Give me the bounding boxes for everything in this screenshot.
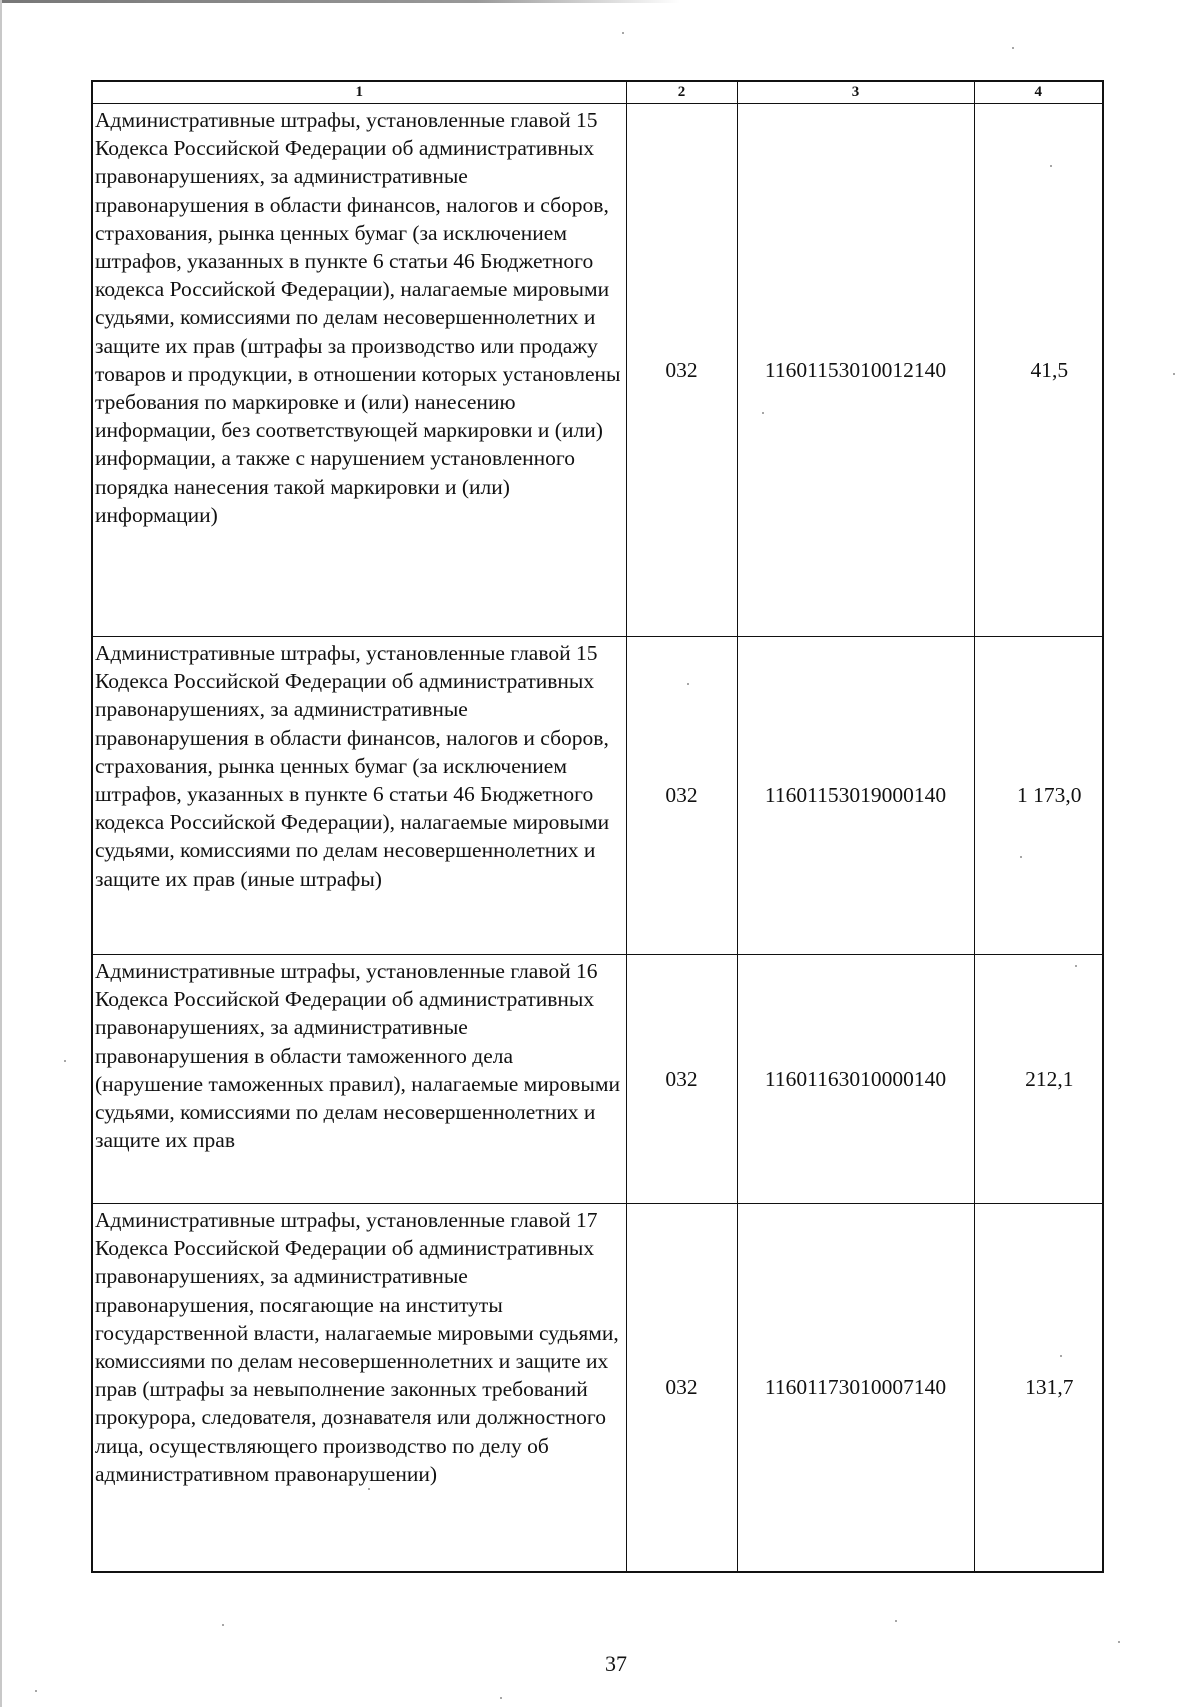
amount: 212,1 — [974, 955, 1103, 1204]
table-row — [92, 104, 1103, 637]
revenue-table — [91, 80, 1104, 1573]
row-description: Административные штрафы, установленные главой 15 Кодекса Российской Федерации об административных правонарушениях, за административные правонарушения в области финансов, налогов и сборов, страхования, рынка ценных бумаг (за исключением штрафов, указанных в пункте 6 статьи 46 Бюджетного кодекса Российской Федерации), налагаемые мировыми судьями, комиссиями по делам несовершеннолетних и защите их прав (штрафы за производство или продажу товаров и продукции, в отношении которых установлены требования по маркировке и (или) нанесению информации, без соответствующей маркировки и (или) информации, а также с нарушением установленного порядка нанесения такой маркировки и (или) информации) — [92, 104, 626, 637]
budget-classification-code: 11601173010007140 — [737, 1204, 974, 1572]
budget-classification-code: 11601163010000140 — [737, 955, 974, 1204]
scan-speck — [1118, 1641, 1120, 1643]
admin-code: 032 — [626, 1204, 737, 1572]
table-header-row — [92, 81, 1103, 104]
scan-speck — [1012, 47, 1014, 49]
scan-speck — [622, 32, 624, 34]
row-description: Административные штрафы, установленные главой 16 Кодекса Российской Федерации об административных правонарушениях, за административные правонарушения в области таможенного дела (нарушение таможенных правил), налагаемые мировыми судьями, комиссиями по делам несовершеннолетних и защите их прав — [92, 955, 626, 1204]
scan-speck — [64, 1060, 66, 1062]
row-description: Административные штрафы, установленные главой 17 Кодекса Российской Федерации об административных правонарушениях, за административные правонарушения, посягающие на институты государственной власти, налагаемые мировыми судьями, комиссиями по делам несовершеннолетних и защите их прав (штрафы за невыполнение законных требований прокурора, следователя, дознавателя или должностного лица, осуществляющего производство по делу об административном правонарушении) — [92, 1204, 626, 1572]
admin-code: 032 — [626, 637, 737, 955]
column-header: 3 — [737, 81, 974, 104]
table-row — [92, 955, 1103, 1204]
scan-speck — [500, 1697, 502, 1699]
admin-code: 032 — [626, 955, 737, 1204]
scan-edge-top — [0, 0, 680, 3]
row-description: Административные штрафы, установленные главой 15 Кодекса Российской Федерации об административных правонарушениях, за административные правонарушения в области финансов, налогов и сборов, страхования, рынка ценных бумаг (за исключением штрафов, указанных в пункте 6 статьи 46 Бюджетного кодекса Российской Федерации), налагаемые мировыми судьями, комиссиями по делам несовершеннолетних и защите их прав (иные штрафы) — [92, 637, 626, 955]
scan-speck — [895, 1620, 897, 1622]
scan-edge-left — [0, 0, 2, 1707]
amount: 41,5 — [974, 104, 1103, 637]
scan-speck — [35, 1690, 37, 1692]
table-row — [92, 637, 1103, 955]
amount: 131,7 — [974, 1204, 1103, 1572]
column-header: 1 — [92, 81, 626, 104]
budget-classification-code: 11601153019000140 — [737, 637, 974, 955]
amount: 1 173,0 — [974, 637, 1103, 955]
column-header: 2 — [626, 81, 737, 104]
page-number: 37 — [605, 1651, 627, 1676]
table-row — [92, 1204, 1103, 1572]
scan-speck — [222, 1624, 224, 1626]
budget-classification-code: 11601153010012140 — [737, 104, 974, 637]
scan-speck — [1173, 373, 1175, 375]
column-header: 4 — [974, 81, 1103, 104]
admin-code: 032 — [626, 104, 737, 637]
